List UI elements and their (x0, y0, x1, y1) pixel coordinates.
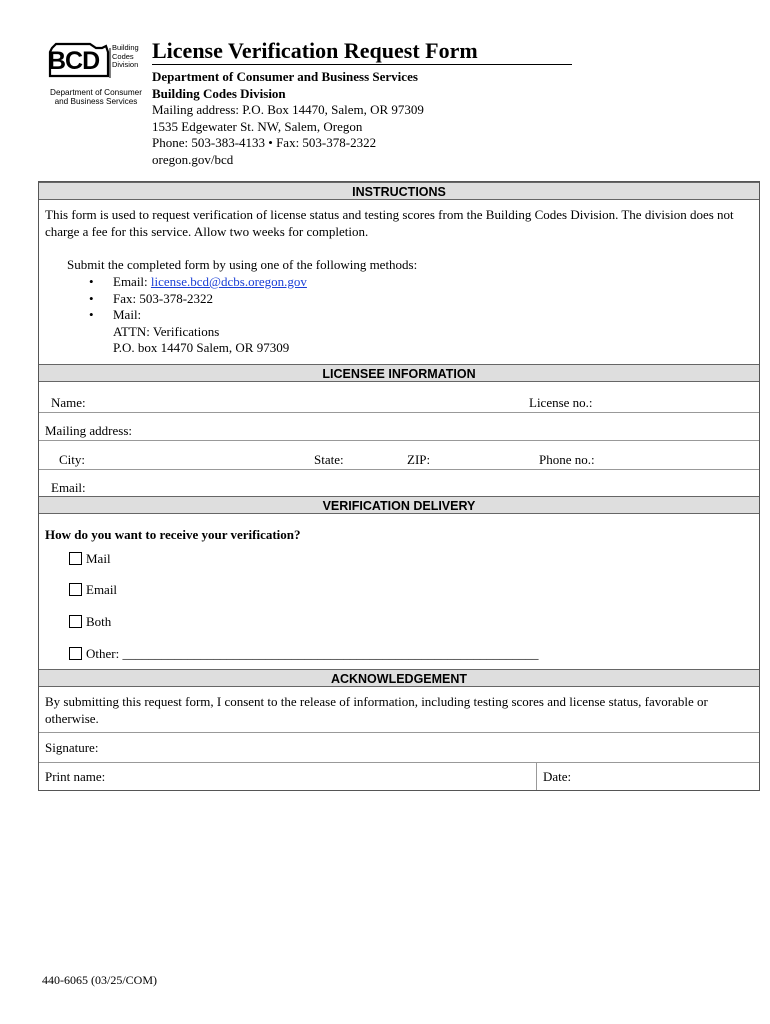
other-checkbox[interactable] (69, 647, 82, 660)
dept-name: Department of Consumer and Business Services (152, 69, 418, 84)
both-checkbox[interactable] (69, 615, 82, 628)
page-title: License Verification Request Form (152, 38, 478, 63)
city-label: City: (59, 452, 86, 467)
name-label: Name: (51, 395, 86, 410)
signature-label[interactable]: Signature: (45, 740, 99, 755)
zip-label: ZIP: (407, 452, 431, 467)
instructions-heading: INSTRUCTIONS (39, 182, 759, 200)
phone-fax: Phone: 503-383-4133 • Fax: 503-378-2322 (152, 135, 377, 150)
logo-org (44, 88, 148, 106)
mailing-address: Mailing address: P.O. Box 14470, Salem, OR 97309 (152, 102, 424, 117)
website: oregon.gov/bcd (152, 151, 234, 167)
licensee-heading: LICENSEE INFORMATION (39, 364, 759, 382)
print-name-label[interactable]: Print name: (45, 769, 106, 784)
bullet: • (89, 274, 94, 289)
row-divider (39, 469, 759, 470)
method-mail (89, 307, 307, 324)
email-checkbox[interactable] (69, 583, 82, 596)
division-name: Building Codes Division (152, 85, 286, 101)
mail-text: Mail: (113, 307, 142, 322)
form-number: 440-6065 (03/25/COM) (42, 973, 157, 987)
email-link[interactable]: license.bcd@dcbs.oregon.gov (150, 274, 307, 289)
bcd-logo (44, 38, 148, 116)
logo-abbrev: BCD (48, 47, 100, 75)
other-option-label[interactable]: Other: ________________________________________________________________ (86, 646, 539, 661)
phone-no-label: Phone no.: (539, 452, 595, 467)
license-no-label: License no.: (529, 395, 593, 410)
mail-attn: ATTN: Verifications (113, 323, 220, 339)
bullet: • (89, 307, 94, 322)
mail-option-label: Mail (86, 551, 111, 566)
logo-side-line: Codes (112, 51, 134, 61)
title-underline (152, 64, 572, 65)
submit-methods-list (89, 274, 307, 357)
row-divider (39, 412, 759, 413)
row-divider (39, 762, 759, 763)
submit-methods-intro: Submit the completed form by using one of the following methods: (67, 257, 418, 272)
bullet: • (89, 290, 94, 306)
mail-checkbox[interactable] (69, 552, 82, 565)
date-label[interactable]: Date: (543, 769, 572, 784)
acknowledgement-heading: ACKNOWLEDGEMENT (39, 669, 759, 687)
logo-division-text (112, 44, 139, 70)
instructions-paragraph: This form is used to request verification of license status and testing scores from the Building Codes Division. The division does not charge a fee for this service. Allow two weeks for completion. (45, 207, 734, 239)
email-label: Email: (113, 274, 151, 289)
agency-address (152, 69, 424, 168)
street-address: 1535 Edgewater St. NW, Salem, Oregon (152, 118, 363, 134)
fax-text: Fax: 503-378-2322 (113, 290, 214, 306)
column-divider (536, 762, 537, 790)
logo-org-line: and Business Services (54, 97, 138, 106)
mail-pobox: P.O. box 14470 Salem, OR 97309 (113, 340, 290, 355)
both-option-label: Both (86, 614, 112, 629)
email-option-label: Email (86, 582, 118, 597)
method-fax (89, 291, 307, 308)
request-form (38, 181, 760, 791)
delivery-question: How do you want to receive your verification? (45, 527, 301, 542)
delivery-heading: VERIFICATION DELIVERY (39, 496, 759, 514)
logo-side-line: Building (112, 43, 139, 52)
consent-text: By submitting this request form, I consent to the release of information, including testing scores and license status, favorable or otherwise. (45, 694, 708, 726)
logo-org-line: Department of Consumer (50, 88, 142, 97)
row-divider (39, 440, 759, 441)
logo-side-line: Division (112, 60, 139, 70)
method-email (89, 274, 307, 291)
state-label: State: (314, 452, 344, 467)
row-divider (39, 732, 759, 733)
email-label-field: Email: (51, 480, 86, 495)
mailing-address-label: Mailing address: (45, 423, 133, 438)
